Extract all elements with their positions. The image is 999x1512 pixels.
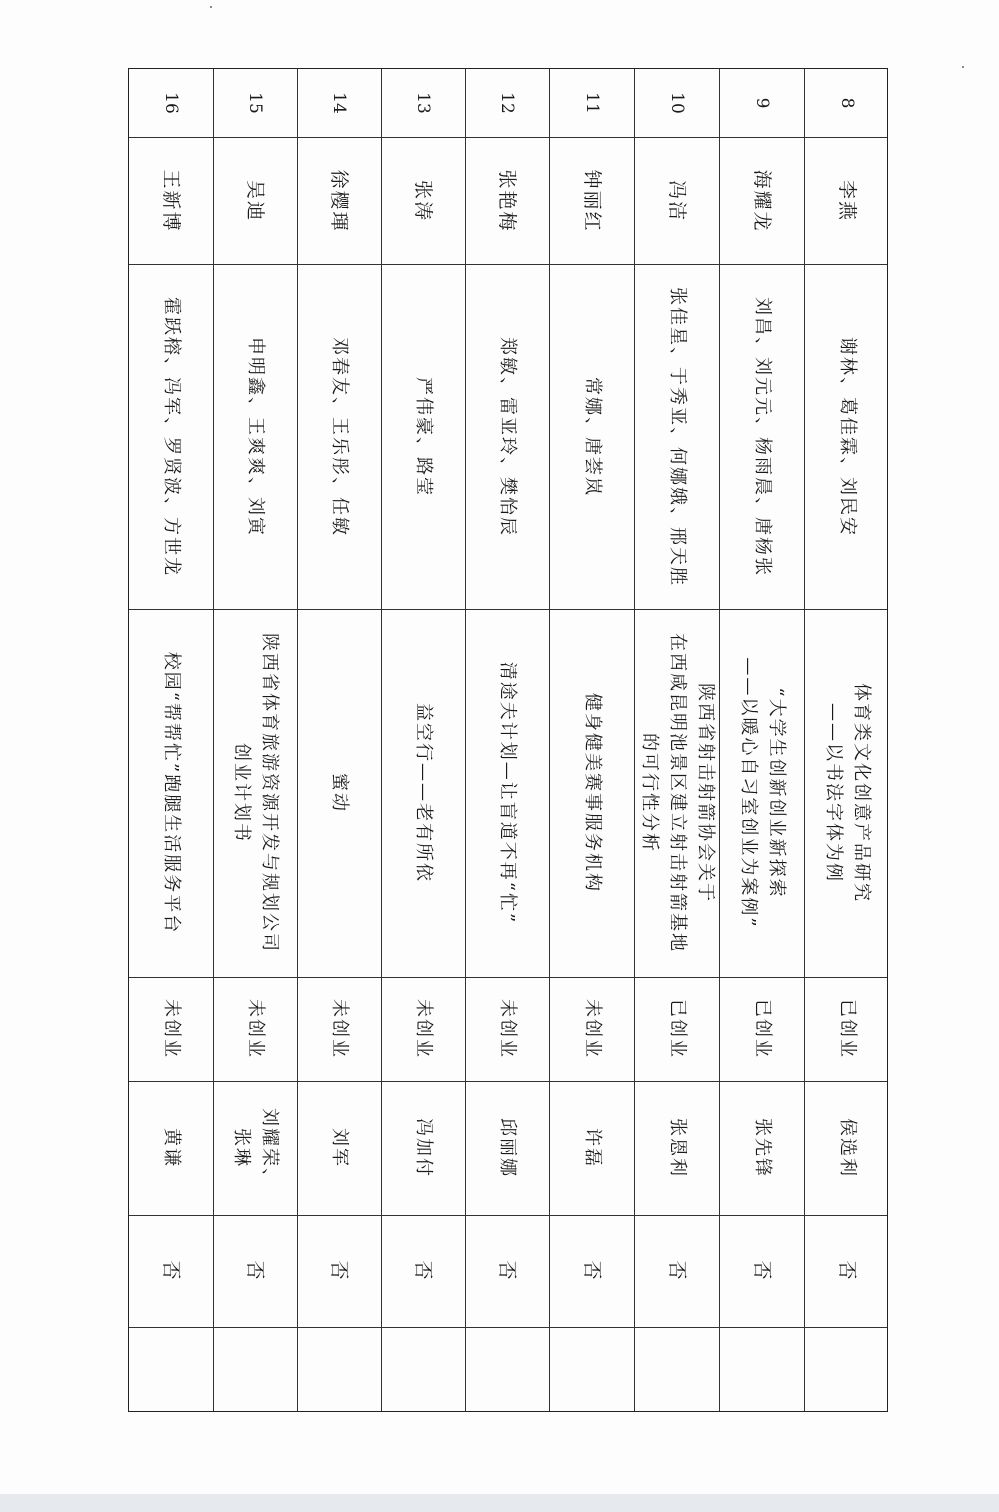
- cell-members-box: [297, 264, 381, 609]
- cell-advisor-box: [213, 1081, 297, 1215]
- cell-project: 益空行——老有所依: [413, 703, 434, 883]
- cell-status-box: [297, 977, 381, 1081]
- cell-status-box: [381, 977, 465, 1081]
- cell-number: 10: [666, 92, 687, 114]
- cell-leader-box: [381, 137, 465, 264]
- cell-leader-box: [213, 137, 297, 264]
- cell-project: “大学生创新创业新探索 ——以暖心自习室创业为案例”: [737, 657, 787, 929]
- cell-members: 张佳星、于秀亚、何娜娥、邢天胜: [666, 286, 688, 587]
- cell-advisor: 张先锋: [751, 1118, 773, 1178]
- cell-members-box: [804, 264, 889, 609]
- scan-speck: [210, 6, 212, 8]
- cell-advisor: 刘耀荣、 张琳: [231, 1108, 280, 1188]
- cell-leader: 李燕: [835, 179, 858, 222]
- cell-leader: 徐樱琿: [328, 168, 350, 233]
- cell-flag: 否: [750, 1260, 773, 1282]
- cell-project: 蜜动: [329, 773, 350, 813]
- cell-members: 谢林、葛佳霖、刘民安: [836, 336, 858, 537]
- cell-project-box: [719, 609, 804, 977]
- cell-number: 9: [751, 97, 772, 109]
- cell-leader: 钟丽红: [580, 168, 603, 233]
- cell-members: 常娜、唐荟岚: [581, 376, 603, 497]
- cell-number-box: [213, 69, 297, 137]
- cell-number-box: [297, 69, 381, 137]
- cell-flag-box: [129, 1215, 213, 1327]
- cell-flag: 否: [160, 1260, 182, 1282]
- cell-flag-box: [297, 1215, 381, 1327]
- cell-advisor: 张恩利: [666, 1118, 688, 1178]
- cell-members-box: [634, 264, 719, 609]
- cell-number: 15: [245, 92, 265, 114]
- cell-members: 霍跃榕、冯军、罗贤波、方世龙: [161, 296, 182, 577]
- cell-status-box: [465, 977, 549, 1081]
- cell-leader-box: [719, 137, 804, 264]
- scan-speck: [962, 66, 964, 68]
- cell-leader-box: [634, 137, 719, 264]
- cell-leader-box: [804, 137, 889, 264]
- cell-status: 未创业: [161, 999, 182, 1059]
- table-grid-line: [129, 1327, 887, 1328]
- cell-advisor: 许磊: [581, 1128, 603, 1168]
- cell-project-box: [804, 609, 889, 977]
- cell-project: 体育类文化创意产品研究 ——以书法字体为例: [822, 683, 872, 903]
- cell-flag: 否: [328, 1260, 350, 1282]
- cell-number-box: [465, 69, 549, 137]
- cell-number-box: [634, 69, 719, 137]
- cell-advisor: 邱丽娜: [497, 1118, 518, 1178]
- cell-status-box: [549, 977, 634, 1081]
- cell-flag-box: [213, 1215, 297, 1327]
- cell-status: 已创业: [751, 999, 773, 1059]
- cell-project-box: [297, 609, 381, 977]
- cell-leader-box: [297, 137, 381, 264]
- cell-advisor: 黄谦: [161, 1128, 182, 1168]
- cell-members-box: [719, 264, 804, 609]
- cell-number: 14: [329, 92, 349, 114]
- cell-status-box: [213, 977, 297, 1081]
- cell-flag-box: [381, 1215, 465, 1327]
- cell-number-box: [804, 69, 889, 137]
- cell-project: 陕西省射击射箭协会关于 在西咸昆明池景区建立射击射箭基地 的可行性分析: [638, 633, 716, 953]
- cell-project-box: [129, 609, 213, 977]
- cell-status-box: [634, 977, 719, 1081]
- cell-leader-box: [129, 137, 213, 264]
- cell-flag-box: [804, 1215, 889, 1327]
- cell-leader: 冯洁: [665, 179, 688, 222]
- cell-leader-box: [549, 137, 634, 264]
- cell-project: 陕西省体育旅游资源开发与规划公司 创业计划书: [231, 633, 280, 953]
- cell-members-box: [549, 264, 634, 609]
- cell-advisor-box: [129, 1081, 213, 1215]
- scan-edge-strip: [0, 1494, 999, 1512]
- cell-status: 未创业: [581, 999, 603, 1059]
- cell-project-box: [634, 609, 719, 977]
- cell-flag: 否: [412, 1260, 434, 1282]
- cell-status: 未创业: [329, 999, 350, 1059]
- cell-leader: 王新博: [160, 168, 182, 233]
- cell-project-box: [549, 609, 634, 977]
- cell-members: 郑敏、雷亚玲、樊怡辰: [497, 336, 518, 537]
- cell-number: 11: [581, 92, 602, 114]
- cell-flag: 否: [665, 1260, 688, 1282]
- cell-advisor-box: [804, 1081, 889, 1215]
- cell-leader: 张涛: [412, 179, 434, 222]
- cell-members: 刘昌、刘元元、杨雨晨、唐杨张: [751, 296, 773, 577]
- cell-flag: 否: [580, 1260, 603, 1282]
- cell-flag-box: [634, 1215, 719, 1327]
- cell-number: 12: [497, 92, 517, 114]
- cell-number-box: [549, 69, 634, 137]
- cell-project-box: [465, 609, 549, 977]
- cell-project: 健身健美赛事服务机构: [581, 693, 603, 893]
- cell-members-box: [381, 264, 465, 609]
- cell-status: 未创业: [413, 999, 434, 1059]
- cell-members: 邓春友、王乐彤、任敏: [329, 336, 350, 537]
- cell-number-box: [719, 69, 804, 137]
- cell-advisor-box: [549, 1081, 634, 1215]
- cell-flag-box: [465, 1215, 549, 1327]
- cell-flag-box: [549, 1215, 634, 1327]
- cell-status: 已创业: [666, 999, 688, 1059]
- cell-status: 未创业: [245, 999, 266, 1059]
- cell-project-box: [213, 609, 297, 977]
- cell-flag-box: [719, 1215, 804, 1327]
- cell-advisor-box: [719, 1081, 804, 1215]
- cell-advisor-box: [465, 1081, 549, 1215]
- cell-flag: 否: [496, 1260, 518, 1282]
- cell-project: 校园“帮帮忙”跑腿生活服务平台: [161, 651, 182, 935]
- cell-members-box: [213, 264, 297, 609]
- cell-flag: 否: [835, 1260, 858, 1282]
- cell-leader-box: [465, 137, 549, 264]
- cell-number: 13: [413, 92, 433, 114]
- cell-members: 申明鑫、王爽爽、刘寅: [245, 336, 266, 537]
- cell-members: 严伟豪、路莹: [413, 376, 434, 497]
- cell-leader: 海耀龙: [750, 168, 773, 233]
- cell-flag: 否: [244, 1260, 266, 1282]
- cell-leader: 吴迪: [244, 179, 266, 222]
- cell-advisor: 刘军: [329, 1128, 350, 1168]
- cell-status-box: [804, 977, 889, 1081]
- cell-status-box: [719, 977, 804, 1081]
- cell-number: 16: [161, 92, 181, 114]
- cell-advisor: 侯选利: [836, 1118, 858, 1178]
- cell-members-box: [129, 264, 213, 609]
- cell-number-box: [381, 69, 465, 137]
- cell-status-box: [129, 977, 213, 1081]
- cell-advisor-box: [381, 1081, 465, 1215]
- cell-status: 未创业: [497, 999, 518, 1059]
- cell-advisor: 冯加付: [413, 1118, 434, 1178]
- cell-project-box: [381, 609, 465, 977]
- cell-project: 清途夫计划—让盲道不再“忙”: [497, 661, 518, 925]
- cell-number-box: [129, 69, 213, 137]
- cell-members-box: [465, 264, 549, 609]
- cell-advisor-box: [634, 1081, 719, 1215]
- cell-advisor-box: [297, 1081, 381, 1215]
- cell-number: 8: [836, 97, 857, 109]
- cell-status: 已创业: [836, 999, 858, 1059]
- project-table: [128, 68, 888, 1412]
- cell-leader: 张艳梅: [496, 168, 518, 233]
